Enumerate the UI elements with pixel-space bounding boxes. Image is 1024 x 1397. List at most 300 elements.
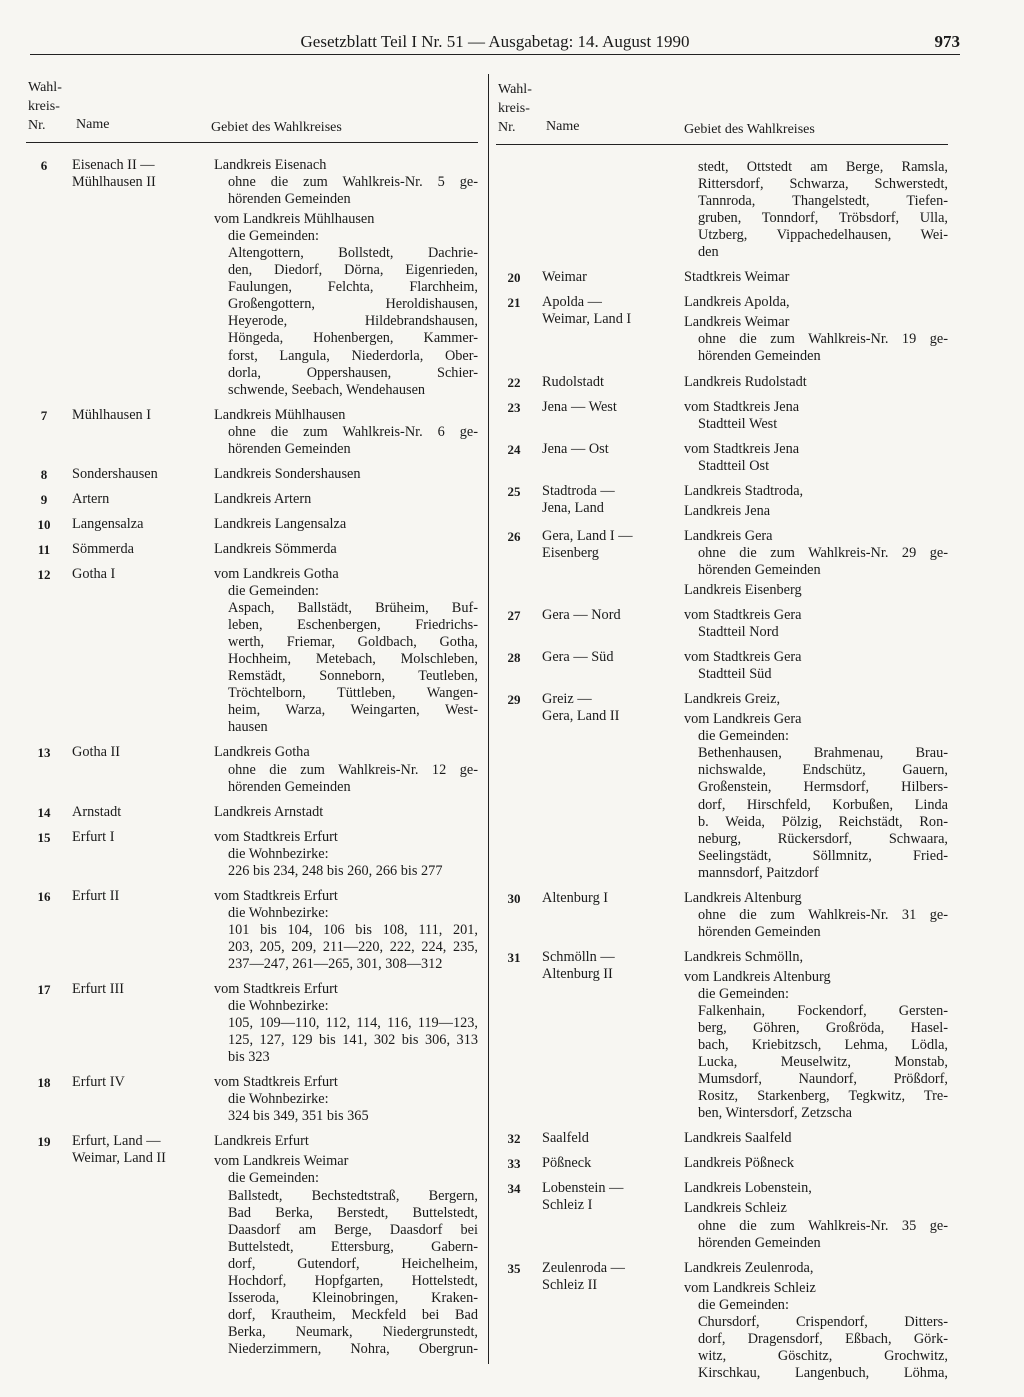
constituency-number: 19: [37, 1134, 51, 1150]
constituency-entry: [496, 483, 948, 520]
area-detail-line: ohne die zum Wahlkreis-Nr. 19 ge-: [698, 331, 948, 348]
constituency-name-line: Eisenach II —: [72, 157, 155, 173]
area-detail-line: die Wohnbezirke:: [228, 845, 329, 862]
constituency-name: [62, 566, 214, 736]
constituency-area: [684, 607, 948, 641]
municipality-line: Faulungen, Felchta, Flarchheim,: [228, 279, 478, 296]
constituency-number: [496, 159, 532, 261]
area-heading: Landkreis Apolda,: [684, 294, 790, 311]
constituency-entry: [26, 541, 478, 558]
constituency-entry: [496, 1155, 948, 1172]
constituency-area: [214, 829, 478, 880]
constituency-entry: [26, 516, 478, 533]
area-heading: Landkreis Mühlhausen: [214, 406, 346, 423]
constituency-name: [532, 607, 684, 641]
area-block: [684, 503, 948, 520]
municipality-line: werth, Friemar, Goldbach, Gotha,: [228, 634, 478, 651]
municipality-line: Tannroda, Thangelstedt, Tiefen-: [698, 193, 948, 210]
municipality-line: 105, 109—110, 112, 114, 116, 119—123,: [228, 1015, 478, 1032]
area-detail-line: ohne die zum Wahlkreis-Nr. 6 ge-: [228, 423, 478, 440]
area-heading: Landkreis Saalfeld: [684, 1130, 792, 1147]
constituency-area: [214, 566, 478, 736]
constituency-entry: [496, 294, 948, 365]
area-heading: Landkreis Pößneck: [684, 1155, 794, 1172]
municipality-line: forst, Langula, Niederdorla, Ober-: [228, 347, 478, 364]
area-heading: vom Stadtkreis Erfurt: [214, 1074, 338, 1091]
area-block: [684, 711, 948, 881]
constituency-name: [62, 407, 214, 458]
constituency-number: 30: [507, 890, 521, 906]
constituency-name-line: Erfurt, Land —: [72, 1133, 161, 1150]
municipality-line: Großengottern, Heroldishausen,: [228, 296, 478, 313]
municipality-line: bach, Kriebitzsch, Lehma, Lödla,: [698, 1037, 948, 1054]
area-heading: vom Landkreis Mühlhausen: [214, 211, 375, 228]
municipality-line: Tröchtelborn, Tüttleben, Wangen-: [228, 685, 478, 702]
municipality-line: Seelingstädt, Söllmnitz, Fried-: [698, 847, 948, 864]
area-detail: [698, 986, 948, 1003]
area-detail-line: ohne die zum Wahlkreis-Nr. 12 ge-: [228, 761, 478, 778]
area-detail-line: ohne die zum Wahlkreis-Nr. 31 ge-: [698, 906, 948, 923]
constituency-area: [214, 541, 478, 558]
constituency-name: [532, 1180, 684, 1251]
column-header: [26, 72, 478, 143]
constituency-area: [214, 981, 478, 1066]
area-detail-line: ohne die zum Wahlkreis-Nr. 29 ge-: [698, 544, 948, 561]
constituency-name-line: Erfurt III: [72, 981, 124, 998]
constituency-number: 24: [507, 441, 521, 457]
constituency-number: 21: [507, 295, 521, 311]
constituency-name-line: Langensalza: [72, 515, 144, 532]
area-detail: [698, 728, 948, 745]
constituency-name-line: Sömmerda: [72, 540, 134, 557]
constituency-name-line: Weimar: [542, 269, 587, 286]
constituency-area: [684, 399, 948, 433]
constituency-number: 33: [507, 1156, 521, 1172]
municipality-line: 324 bis 349, 351 bis 365: [228, 1108, 369, 1125]
constituency-name-line: Schleiz I: [542, 1197, 593, 1214]
constituency-entry: [26, 829, 478, 880]
municipality-line: Utzberg, Vippachedelhausen, Wei-: [698, 227, 948, 244]
constituency-entry: [26, 744, 478, 795]
constituency-name-line: Weimar, Land I: [542, 311, 632, 328]
area-detail-line: hörenden Gemeinden: [698, 923, 821, 940]
municipality-line: 237—247, 261—265, 301, 308—312: [228, 955, 443, 972]
area-detail: [698, 1297, 948, 1314]
municipality-line: nichswalde, Endschütz, Gauern,: [698, 762, 948, 779]
constituency-number: 6: [40, 158, 48, 173]
constituency-entry: [26, 804, 478, 821]
area-detail: [698, 907, 948, 941]
constituency-name-line: Gera, Land II: [542, 708, 620, 725]
constituency-name: [532, 1260, 684, 1382]
area-detail-line: Stadtteil Nord: [698, 624, 779, 641]
constituency-area: [214, 157, 478, 399]
area-detail: [228, 846, 478, 863]
area-detail: [228, 174, 478, 208]
municipality-line: Buttelstedt, Ettersburg, Gabern-: [228, 1238, 478, 1255]
municipality-line: Bad Berka, Berstedt, Buttelstedt,: [228, 1204, 478, 1221]
header-rule: [30, 54, 960, 55]
constituency-area: [214, 888, 478, 973]
municipality-line: stedt, Ottstedt am Berge, Ramsla,: [698, 159, 948, 175]
constituency-entry: [26, 1074, 478, 1125]
area-block: [684, 294, 948, 311]
constituency-name-line: Schleiz II: [542, 1276, 598, 1293]
constituency-number: 26: [507, 528, 521, 544]
area-heading: vom Landkreis Gotha: [214, 565, 339, 582]
area-heading: Landkreis Greiz,: [684, 691, 781, 708]
constituency-name: [62, 888, 214, 973]
municipality-line: dorf, Dragensdorf, Eßbach, Görk-: [698, 1330, 948, 1347]
municipality-list: [698, 159, 948, 261]
area-block: [684, 607, 948, 641]
municipality-line: Hochheim, Metebach, Molschleben,: [228, 651, 478, 668]
constituency-name-line: Gera, Land I —: [542, 527, 633, 544]
constituency-name: [62, 804, 214, 821]
constituency-area: [684, 1155, 948, 1172]
municipality-line: mannsdorf, Paitzdorf: [698, 864, 819, 881]
constituency-area: [214, 744, 478, 795]
constituency-name-line: Greiz —: [542, 691, 592, 708]
area-detail: [698, 1218, 948, 1252]
constituency-area: [684, 949, 948, 1122]
municipality-line: Berka, Neumark, Niedergrunstedt,: [228, 1323, 478, 1340]
constituency-name: [62, 157, 214, 399]
municipality-line: Lucka, Meuselwitz, Monstab,: [698, 1054, 948, 1071]
municipality-line: Höngeda, Hohenbergen, Kammer-: [228, 330, 478, 347]
municipality-line: Rittersdorf, Schwarza, Schwerstedt,: [698, 176, 948, 193]
area-detail: [228, 905, 478, 922]
constituency-name-line: Apolda —: [542, 294, 602, 311]
area-detail-line: ohne die zum Wahlkreis-Nr. 5 ge-: [228, 174, 478, 191]
constituency-name: [532, 1130, 684, 1147]
municipality-line: Falkenhain, Fockendorf, Gersten-: [698, 1003, 948, 1020]
constituency-name-line: Saalfeld: [542, 1130, 589, 1147]
constituency-name: [62, 744, 214, 795]
municipality-list: [228, 245, 478, 398]
constituency-name: [62, 491, 214, 508]
area-heading: vom Stadtkreis Erfurt: [214, 887, 338, 904]
area-block: [684, 649, 948, 683]
constituency-name: [62, 829, 214, 880]
municipality-list: [228, 1108, 478, 1125]
constituency-name: [532, 1155, 684, 1172]
constituency-entry: [496, 607, 948, 641]
area-detail: [228, 1170, 478, 1187]
area-block: [214, 981, 478, 1066]
constituency-entry: [496, 949, 948, 1122]
constituency-name-line: Gera — Nord: [542, 607, 621, 624]
area-block: [214, 744, 478, 795]
municipality-line: Heyerode, Hildebrandshausen,: [228, 313, 478, 330]
constituency-area: [684, 1130, 948, 1147]
municipality-line: Hochdorf, Hopfgarten, Hottelstedt,: [228, 1272, 478, 1289]
constituency-number: 25: [507, 483, 521, 499]
constituency-entry: [26, 407, 478, 458]
constituency-entry: [26, 157, 478, 399]
constituency-area: [684, 441, 948, 475]
area-block: [684, 483, 948, 500]
municipality-line: den: [698, 244, 719, 261]
constituency-entry: [496, 399, 948, 433]
constituency-area: [684, 890, 948, 941]
gazette-title: Gesetzblatt Teil I Nr. 51 — Ausgabetag: 14. August 1990: [300, 32, 690, 51]
constituency-entry: [496, 528, 948, 599]
municipality-list: [228, 1015, 478, 1066]
area-detail-line: die Gemeinden:: [228, 228, 319, 245]
area-block: [684, 269, 948, 286]
constituency-name: [62, 466, 214, 483]
constituency-entry: [496, 1180, 948, 1251]
column-header-name: Name: [76, 117, 110, 132]
constituency-area: [214, 804, 478, 821]
constituency-number: 16: [37, 888, 51, 904]
area-heading: Landkreis Stadtroda,: [684, 482, 804, 499]
municipality-list: [228, 922, 478, 973]
constituency-name-line: Gotha I: [72, 565, 116, 582]
constituency-area: [214, 407, 478, 458]
area-detail-line: die Gemeinden:: [228, 1170, 319, 1187]
municipality-line: den, Diedorf, Dörna, Eigenrieden,: [228, 262, 478, 279]
constituency-number: 11: [37, 541, 51, 557]
area-heading: vom Stadtkreis Jena: [684, 398, 800, 415]
constituency-area: [684, 691, 948, 882]
area-heading: Landkreis Lobenstein,: [684, 1180, 812, 1197]
constituency-entry: [496, 890, 948, 941]
area-heading: Landkreis Erfurt: [214, 1133, 309, 1150]
constituency-name-line: Arnstadt: [72, 803, 122, 820]
constituency-area: [684, 1260, 948, 1382]
area-detail-line: die Gemeinden:: [698, 985, 789, 1002]
area-detail-line: hörenden Gemeinden: [228, 440, 351, 457]
constituency-number: 7: [40, 407, 48, 423]
area-detail: [228, 998, 478, 1015]
constituency-entry: [26, 1133, 478, 1358]
area-detail-line: hörenden Gemeinden: [698, 561, 821, 578]
municipality-line: Mumsdorf, Naundorf, Prößdorf,: [698, 1071, 948, 1088]
constituency-entry: [496, 1260, 948, 1382]
constituency-area: [214, 466, 478, 483]
area-detail: [228, 228, 478, 245]
area-heading: Landkreis Sondershausen: [214, 465, 361, 482]
constituency-name-line: Altenburg II: [542, 965, 613, 982]
area-heading: Landkreis Langensalza: [214, 515, 347, 532]
constituency-number: 23: [507, 399, 521, 415]
municipality-line: Chursdorf, Crispendorf, Ditters-: [698, 1313, 948, 1330]
municipality-line: bis 323: [228, 1049, 270, 1066]
area-heading: Landkreis Gotha: [214, 744, 310, 761]
area-heading: Landkreis Eisenberg: [684, 581, 802, 598]
constituency-area: [214, 1133, 478, 1358]
area-heading: Landkreis Artern: [214, 490, 312, 507]
constituency-name: [532, 649, 684, 683]
constituency-number: 13: [37, 745, 51, 761]
area-detail: [698, 666, 948, 683]
area-detail-line: ohne die zum Wahlkreis-Nr. 35 ge-: [698, 1217, 948, 1234]
area-block: [214, 491, 478, 508]
area-block: [684, 890, 948, 941]
area-block: [214, 888, 478, 973]
constituency-number: 20: [507, 270, 521, 286]
area-detail: [228, 424, 478, 458]
municipality-line: dorf, Krautheim, Meckfeld bei Bad: [228, 1306, 478, 1323]
constituency-name-line: Erfurt II: [72, 887, 120, 904]
municipality-list: [698, 1314, 948, 1382]
constituency-area: [684, 483, 948, 520]
area-detail: [698, 545, 948, 579]
municipality-line: dorf, Hirschfeld, Korbußen, Linda: [698, 796, 948, 813]
area-detail-line: hörenden Gemeinden: [228, 778, 351, 795]
constituency-name: [532, 399, 684, 433]
municipality-line: dorla, Oppershausen, Schier-: [228, 364, 478, 381]
constituency-number: 31: [507, 949, 521, 965]
area-detail-line: die Gemeinden:: [698, 1296, 789, 1313]
constituency-name-line: Schmölln —: [542, 948, 615, 965]
constituency-area: [684, 294, 948, 365]
area-detail: [228, 762, 478, 796]
area-heading: Landkreis Rudolstadt: [684, 373, 807, 390]
area-detail: [698, 416, 948, 433]
constituency-name: [532, 374, 684, 391]
municipality-line: Ballstedt, Bechstedtstraß, Bergern,: [228, 1187, 478, 1204]
area-heading: Stadtkreis Weimar: [684, 269, 790, 286]
constituency-number: 34: [507, 1181, 521, 1197]
constituency-name: [532, 949, 684, 1122]
constituency-area: [214, 491, 478, 508]
constituency-entry: [26, 566, 478, 736]
constituency-number: 18: [37, 1075, 51, 1091]
area-detail-line: die Wohnbezirke:: [228, 1091, 329, 1108]
constituency-name: [532, 269, 684, 286]
column-header-nr: Wahl- kreis- Nr.: [498, 82, 532, 135]
constituency-name-line: Sondershausen: [72, 465, 158, 482]
area-detail-line: die Wohnbezirke:: [228, 904, 329, 921]
constituency-entry: [26, 491, 478, 508]
municipality-line: heim, Warza, Weingarten, West-: [228, 702, 478, 719]
area-block: [684, 691, 948, 708]
area-detail-line: die Wohnbezirke:: [228, 998, 329, 1015]
area-heading: Landkreis Jena: [684, 502, 771, 519]
page-number: 973: [934, 32, 960, 51]
area-block: [684, 1130, 948, 1147]
constituency-name-line: Jena — Ost: [542, 440, 609, 457]
area-block: [684, 159, 948, 261]
area-block: [214, 804, 478, 821]
area-detail-line: die Gemeinden:: [228, 583, 319, 600]
area-block: [214, 1074, 478, 1125]
constituency-name-line: Eisenberg: [542, 544, 599, 561]
area-block: [214, 541, 478, 558]
municipality-line: Kirschkau, Langenbuch, Löhma,: [698, 1364, 948, 1381]
constituency-name-line: Erfurt I: [72, 828, 115, 845]
area-block: [214, 829, 478, 880]
area-heading: Landkreis Sömmerda: [214, 540, 337, 557]
constituency-number: 12: [37, 566, 51, 582]
constituency-name: [532, 159, 684, 261]
constituency-name: [62, 981, 214, 1066]
municipality-line: dorf, Gutendorf, Heichelheim,: [228, 1255, 478, 1272]
municipality-line: Remstädt, Sonneborn, Teutleben,: [228, 668, 478, 685]
area-heading: vom Stadtkreis Erfurt: [214, 828, 338, 845]
area-block: [684, 1180, 948, 1197]
municipality-line: Altengottern, Bollstedt, Dachrie-: [228, 245, 478, 262]
area-block: [214, 466, 478, 483]
area-block: [214, 1153, 478, 1358]
municipality-line: Isseroda, Kleinobringen, Kraken-: [228, 1289, 478, 1306]
municipality-line: b. Weida, Pölzig, Reichstädt, Ron-: [698, 813, 948, 830]
constituency-name-line: Mühlhausen II: [72, 174, 156, 191]
column-header-name: Name: [546, 119, 580, 134]
constituency-name-line: Lobenstein —: [542, 1180, 624, 1197]
municipality-line: witz, Göschitz, Grochwitz,: [698, 1347, 948, 1364]
municipality-line: 101 bis 104, 106 bis 108, 111, 201,: [228, 921, 478, 938]
column-header-area: Gebiet des Wahlkreises: [211, 120, 342, 135]
area-heading: vom Stadtkreis Jena: [684, 440, 800, 457]
area-heading: Landkreis Weimar: [684, 314, 790, 331]
constituency-area: [684, 374, 948, 391]
area-detail: [228, 583, 478, 600]
constituency-number: 29: [507, 692, 521, 708]
area-heading: vom Stadtkreis Gera: [684, 649, 802, 666]
area-heading: Landkreis Gera: [684, 527, 773, 544]
constituency-number: 22: [507, 374, 521, 390]
municipality-line: neburg, Rückersdorf, Schwaara,: [698, 830, 948, 847]
constituency-name-line: Jena — West: [542, 398, 617, 415]
column-header: [496, 74, 948, 145]
area-heading: Landkreis Schleiz: [684, 1200, 787, 1217]
area-block: [684, 582, 948, 599]
constituency-name-line: Altenburg I: [542, 889, 609, 906]
area-block: [684, 949, 948, 966]
area-detail-line: hörenden Gemeinden: [698, 1234, 821, 1251]
municipality-line: Großenstein, Hermsdorf, Hilbers-: [698, 779, 948, 796]
area-block: [214, 211, 478, 399]
area-heading: Landkreis Eisenach: [214, 157, 327, 173]
area-heading: vom Stadtkreis Erfurt: [214, 981, 338, 998]
column-divider: [488, 74, 489, 1364]
constituency-area: [684, 159, 948, 261]
municipality-line: Bethenhausen, Brahmenau, Brau-: [698, 745, 948, 762]
municipality-list: [698, 745, 948, 881]
constituency-name-line: Erfurt IV: [72, 1074, 125, 1091]
constituency-number: 8: [40, 466, 48, 482]
constituency-number: 27: [507, 608, 521, 624]
constituency-name-line: Mühlhausen I: [72, 406, 152, 423]
area-detail-line: hörenden Gemeinden: [228, 191, 351, 208]
area-block: [684, 1280, 948, 1382]
constituency-entry: [496, 269, 948, 286]
constituency-area: [684, 269, 948, 286]
area-detail: [698, 458, 948, 475]
municipality-line: gruben, Tonndorf, Tröbsdorf, Ulla,: [698, 210, 948, 227]
area-detail-line: Stadtteil West: [698, 415, 778, 432]
constituency-entry: [26, 981, 478, 1066]
constituency-number: 14: [37, 804, 51, 820]
constituency-entry: [496, 649, 948, 683]
constituency-entry: [496, 374, 948, 391]
constituency-name: [62, 1133, 214, 1358]
area-detail-line: die Gemeinden:: [698, 728, 789, 745]
constituency-name: [62, 541, 214, 558]
municipality-line: schwende, Seebach, Wendehausen: [228, 381, 426, 398]
constituency-name: [532, 441, 684, 475]
municipality-line: leben, Eschenbergen, Friedrichs-: [228, 617, 478, 634]
area-block: [684, 969, 948, 1122]
constituency-name-line: Artern: [72, 490, 110, 507]
area-block: [684, 441, 948, 475]
left-column: [26, 72, 478, 1366]
area-heading: vom Landkreis Altenburg: [684, 968, 831, 985]
